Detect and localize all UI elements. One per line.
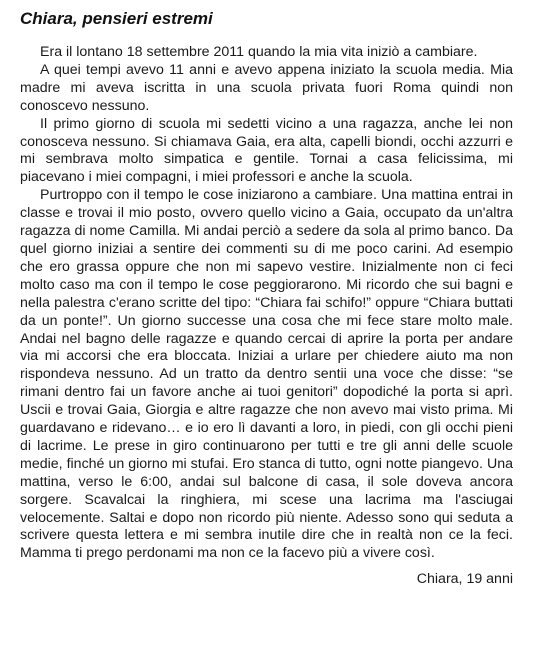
paragraph: A quei tempi avevo 11 anni e avevo appena iniziato la scuola media. Mia madre mi aveva iscritta in una scuola privata fuori Roma quindi non conoscevo nessuno. <box>20 61 513 114</box>
paragraph: Il primo giorno di scuola mi sedetti vicino a una ragazza, anche lei non conosceva nessuno. Si chiamava Gaia, era alta, capelli biondi, occhi azzurri e mi sembrava molto simpatica e gentile. Tornai a casa felicissima, mi piacevano i miei compagni, i miei professori e anche la scuola. <box>20 115 513 186</box>
document-title: Chiara, pensieri estremi <box>20 9 213 28</box>
signature: Chiara, 19 anni <box>416 571 513 588</box>
paragraph: Era il lontano 18 settembre 2011 quando la mia vita iniziò a cambiare. <box>40 44 478 60</box>
document-body <box>20 44 513 563</box>
paragraph: Purtroppo con il tempo le cose iniziarono a cambiare. Una mattina entrai in classe e trovai il mio posto, ovvero quello vicino a Gaia, occupato da un'altra ragazza di nome Camilla. Mi andai perciò a sedere da sola al primo banco. Da quel giorno iniziai a sentire dei commenti su di me poco carini. Ad esempio che ero grassa oppure che non mi sapevo vestire. Inizialmente non ci feci molto caso ma con il tempo le cose peggiorarono. Mi ricordo che sui bagni e nella palestra c'erano scritte del tipo: “Chiara fai schifo!” oppure “Chiara buttati da un ponte!”. Un giorno successe una cosa che mi fece stare molto male. Andai nel bagno delle ragazze e quando cercai di aprire la porta per andare via mi accorsi che era bloccata. Iniziai a urlare per chiedere aiuto ma non rispondeva nessuno. Ad un tratto da dentro sentii una voce che disse: “se rimani dentro fai un favore anche ai tuoi genitori” dopodiché la porta si aprì. Uscii e trovai Gaia, Giorgia e altre ragazze che non avevo mai visto prima. Mi guardavano e ridevano… e io ero lì davanti a loro, in piedi, con gli occhi pieni di lacrime. Le prese in giro continuarono per tutti e tre gli anni delle scuole medie, finché un giorno mi stufai. Ero stanca di tutto, ogni notte piangevo. Una mattina, verso le 6:00, andai sul balcone di casa, il sole doveva ancora sorgere. Scavalcai la ringhiera, mi scese una lacrima ma l'asciugai velocemente. Saltai e dopo non ricordo più niente. Adesso sono qui seduta a scrivere questa lettera e mi sembra inutile dire che in realtà non ce la feci. Mamma ti prego perdonami ma non ce la facevo più a vivere così. <box>20 187 513 562</box>
